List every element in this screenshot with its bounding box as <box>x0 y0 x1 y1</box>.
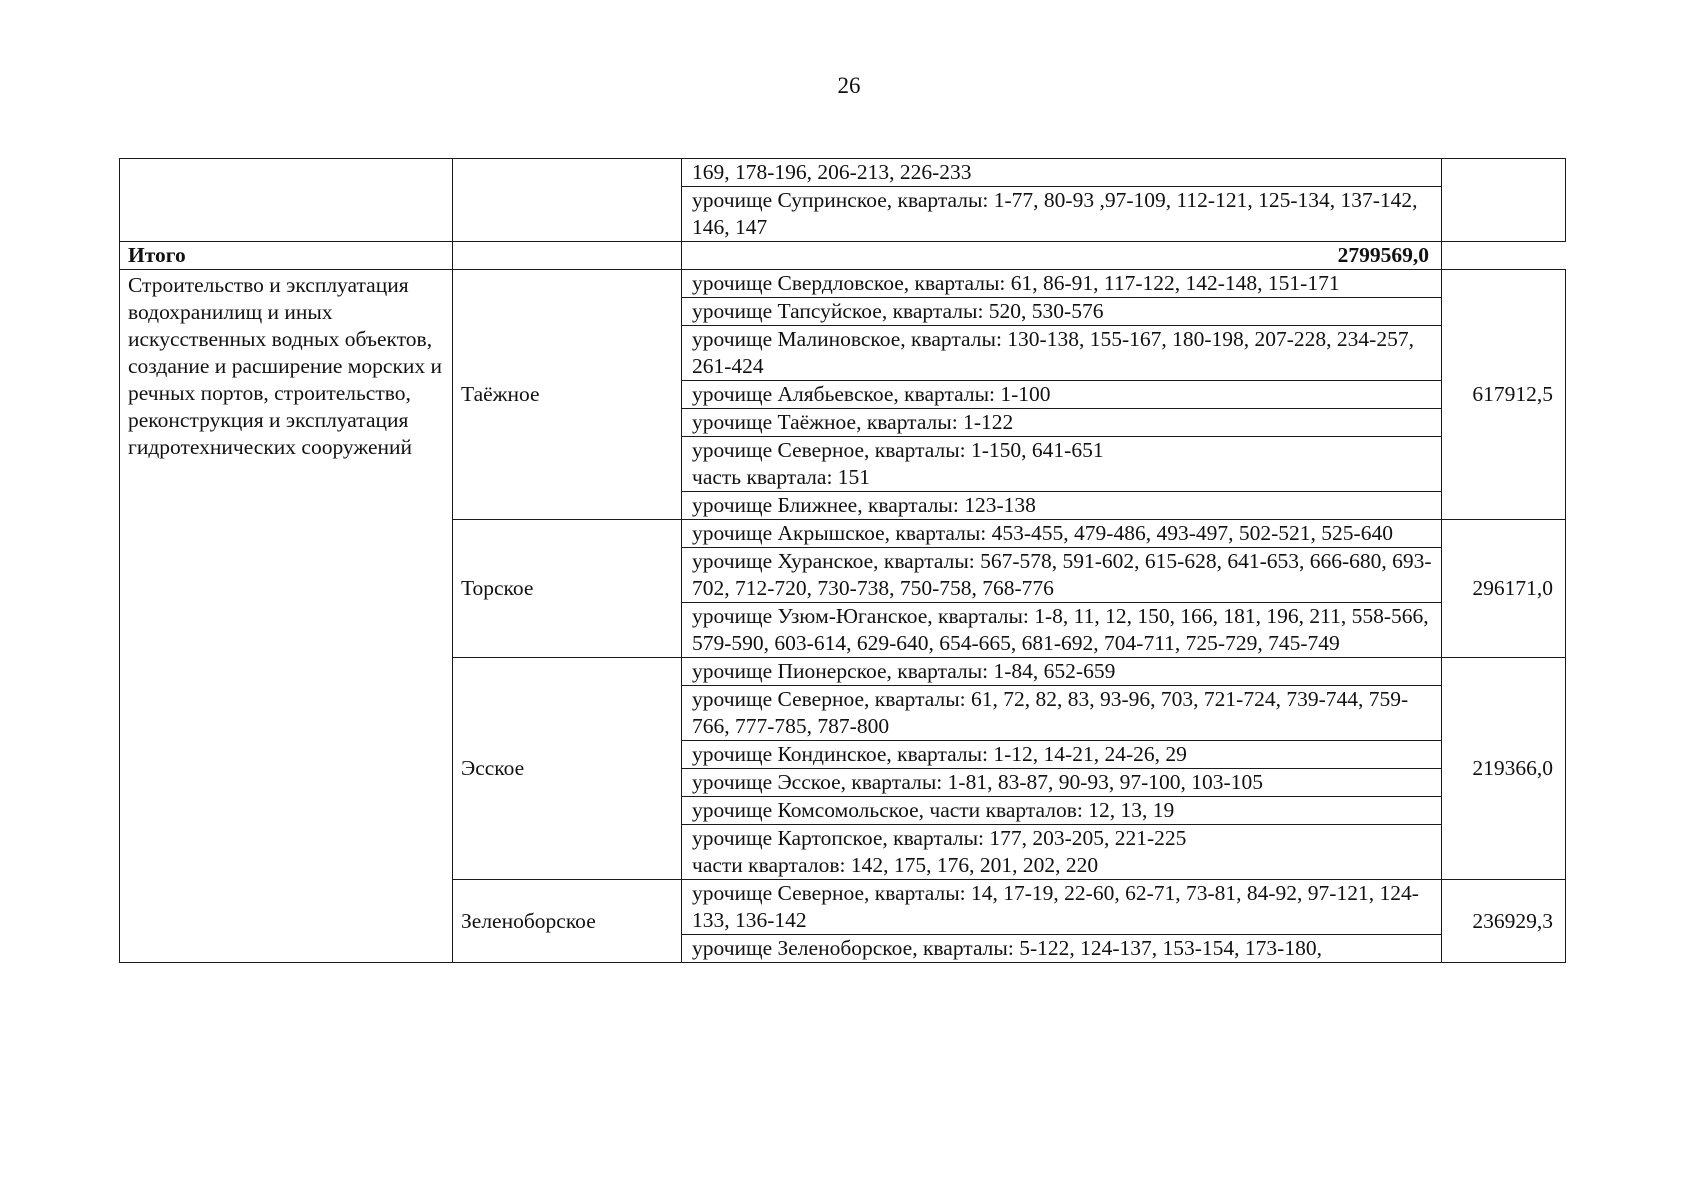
total-label: Итого <box>120 242 453 270</box>
forestry-name: Зеленоборское <box>453 880 682 963</box>
empty-forestry-cell <box>453 159 682 242</box>
location-cell: урочище Северное, кварталы: 1-150, 641-651 часть квартала: 151 <box>682 437 1442 492</box>
empty-purpose-cell <box>120 159 453 242</box>
forestry-name: Торское <box>453 520 682 658</box>
location-cell: 169, 178-196, 206-213, 226-233 <box>682 159 1442 187</box>
location-cell: урочище Пионерское, кварталы: 1-84, 652-659 <box>682 658 1442 686</box>
location-cell: урочище Ближнее, кварталы: 123-138 <box>682 492 1442 520</box>
forestry-name: Таёжное <box>453 270 682 520</box>
location-cell: урочище Алябьевское, кварталы: 1-100 <box>682 381 1442 409</box>
total-row <box>120 242 1566 270</box>
table-row <box>120 159 1566 187</box>
area-value: 617912,5 <box>1442 270 1566 520</box>
location-cell: урочище Узюм-Юганское, кварталы: 1-8, 11, 12, 150, 166, 181, 196, 211, 558-566, 579-590, 603-614, 629-640, 654-665, 681-692, 704-711, 725-729, 745-749 <box>682 603 1442 658</box>
location-cell: урочище Свердловское, кварталы: 61, 86-91, 117-122, 142-148, 151-171 <box>682 270 1442 298</box>
location-cell: урочище Хуранское, кварталы: 567-578, 591-602, 615-628, 641-653, 666-680, 693-702, 712-720, 730-738, 750-758, 768-776 <box>682 548 1442 603</box>
forest-areas-table <box>119 158 1566 963</box>
location-cell: урочище Кондинское, кварталы: 1-12, 14-21, 24-26, 29 <box>682 741 1442 769</box>
location-cell: урочище Комсомольское, части кварталов: 12, 13, 19 <box>682 797 1442 825</box>
location-cell: урочище Супринское, кварталы: 1-77, 80-93 ,97-109, 112-121, 125-134, 137-142, 146, 147 <box>682 187 1442 242</box>
location-cell: урочище Акрышское, кварталы: 453-455, 479-486, 493-497, 502-521, 525-640 <box>682 520 1442 548</box>
empty-location-cell <box>453 242 682 270</box>
location-cell: урочище Тапсуйское, кварталы: 520, 530-576 <box>682 298 1442 326</box>
location-cell: урочище Малиновское, кварталы: 130-138, 155-167, 180-198, 207-228, 234-257, 261-424 <box>682 326 1442 381</box>
location-cell: урочище Картопское, кварталы: 177, 203-205, 221-225 части кварталов: 142, 175, 176, 201, 202, 220 <box>682 825 1442 880</box>
purpose-cell: Строительство и эксплуатация водохранилищ и иных искусственных водных объектов, создание и расширение морских и речных портов, строительство, реконструкция и эксплуатация гидротехнических сооружений <box>120 270 453 963</box>
location-cell: урочище Таёжное, кварталы: 1-122 <box>682 409 1442 437</box>
document-table-wrapper <box>119 158 1565 963</box>
location-cell: урочище Эсское, кварталы: 1-81, 83-87, 90-93, 97-100, 103-105 <box>682 769 1442 797</box>
total-value: 2799569,0 <box>682 242 1442 270</box>
area-value: 236929,3 <box>1442 880 1566 963</box>
area-value: 296171,0 <box>1442 520 1566 658</box>
location-cell: урочище Зеленоборское, кварталы: 5-122, 124-137, 153-154, 173-180, <box>682 935 1442 963</box>
location-cell: урочище Северное, кварталы: 14, 17-19, 22-60, 62-71, 73-81, 84-92, 97-121, 124-133, 136-142 <box>682 880 1442 935</box>
area-value: 219366,0 <box>1442 658 1566 880</box>
location-cell: урочище Северное, кварталы: 61, 72, 82, 83, 93-96, 703, 721-724, 739-744, 759-766, 777-785, 787-800 <box>682 686 1442 741</box>
forestry-name: Эсское <box>453 658 682 880</box>
page-number: 26 <box>837 73 861 98</box>
table-row <box>120 270 1566 298</box>
empty-area-cell <box>1442 159 1566 242</box>
